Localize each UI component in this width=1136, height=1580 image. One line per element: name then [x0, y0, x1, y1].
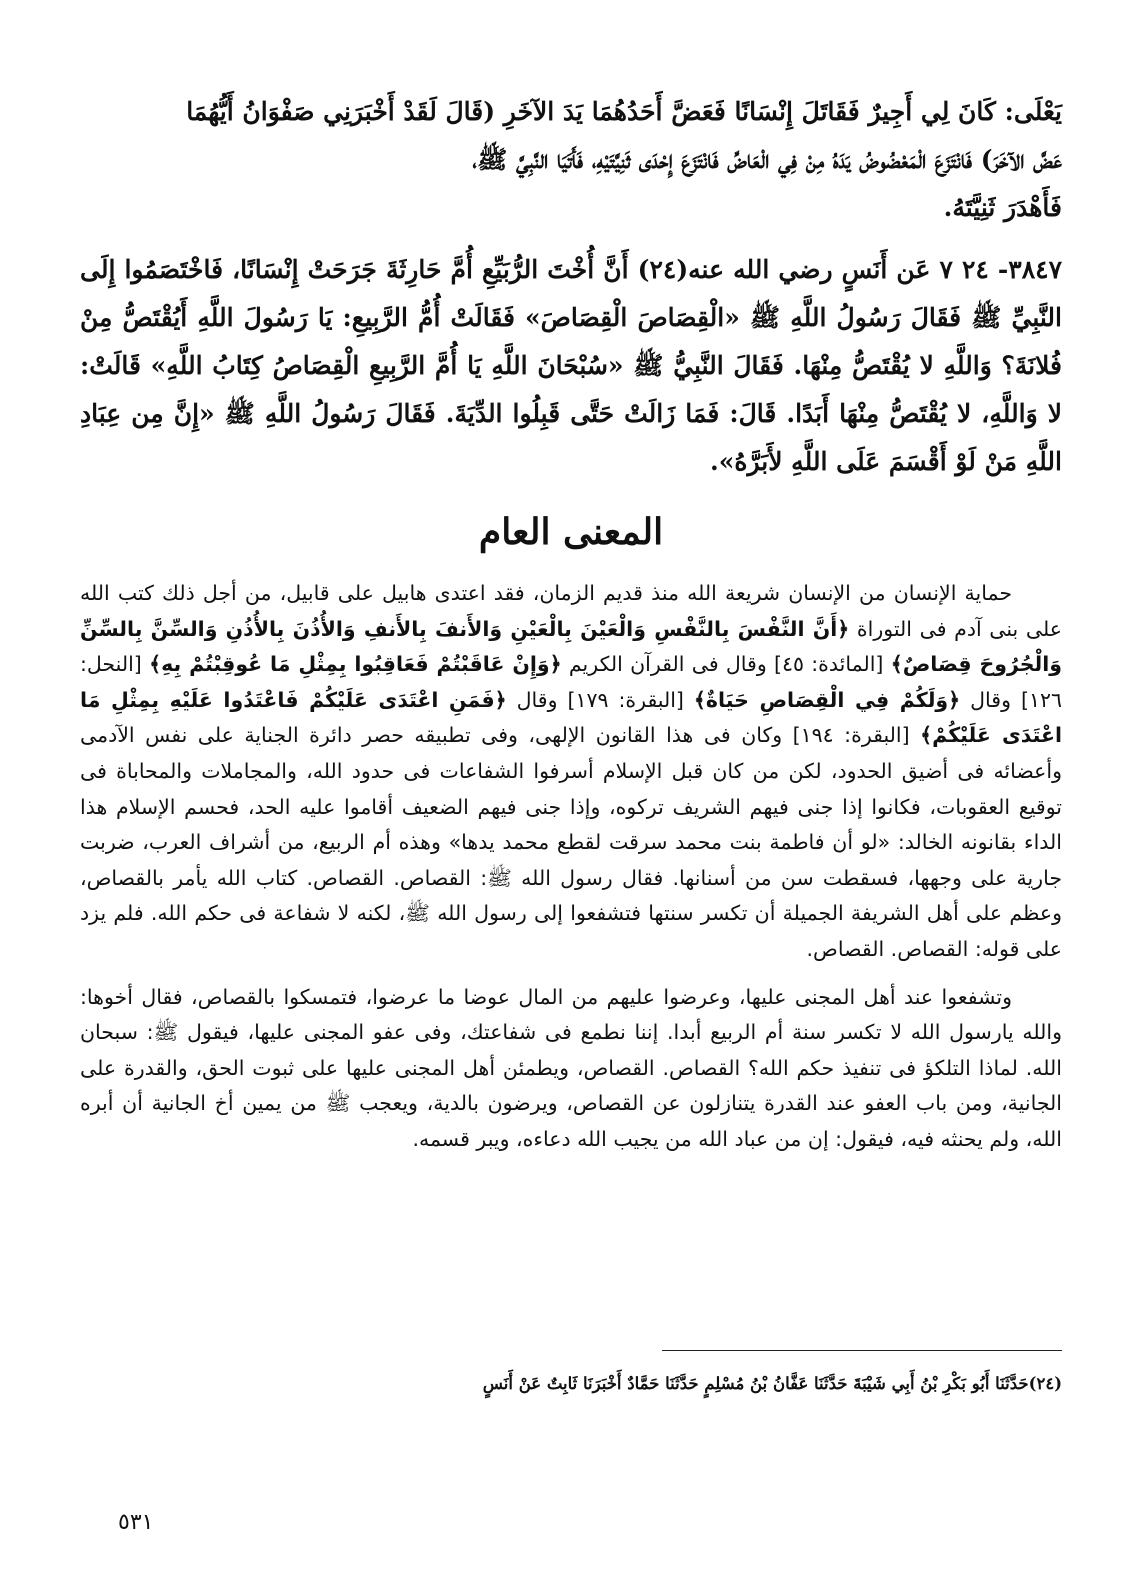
paragraph-text: [المائدة: ٤٥] وقال فى القرآن الكريم [561, 652, 891, 677]
footnote: (٢٤)حَدَّثَنَا أَبُو بَكْرِ بْنُ أَبِي شَيْبَةَ حَدَّثَنَا عَفَّانُ بْنُ مُسْلِمٍ حَدَّثَنَا حَمَّادٌ أَخْبَرَنَا ثَابِتٌ عَنْ أَنَسٍ [482, 1374, 1062, 1393]
quran-verse: ﴿فَمَنِ اعْتَدَى عَلَيْكُمْ فَاعْتَدُوا عَلَيْهِ بِمِثْلِ مَا اعْتَدَى عَلَيْكُمْ﴾ [80, 687, 1062, 748]
hadith-reference: ٢٤ ٧ [939, 255, 989, 284]
hadith-3847: ٣٨٤٧- ٢٤ ٧ عَن أَنَسٍ رضي الله عنه(٢٤) أَنَّ أُخْتَ الرُّبَيِّعِ أُمَّ حَارِثَةَ جَرَحَتْ إِنْسَانًا، فَاخْتَصَمُوا إِلَى النَّبِيِّ ﷺ فَقَالَ رَسُولُ اللَّهِ ﷺ «الْقِصَاصَ الْقِصَاصَ» فَقَالَتْ أُمُّ الرَّبِيعِ: يَا رَسُولَ اللَّهِ أَيُقْتَصُّ مِنْ فُلانَةَ؟ وَاللَّهِ لا يُقْتَصُّ مِنْهَا. فَقَالَ النَّبِيُّ ﷺ «سُبْحَانَ اللَّهِ يَا أُمَّ الرَّبِيعِ الْقِصَاصُ كِتَابُ اللَّهِ» قَالَتْ: لا وَاللَّهِ، لا يُقْتَصُّ مِنْهَا أَبَدًا. قَالَ: فَمَا زَالَتْ حَتَّى قَبِلُوا الدِّيَةَ. فَقَالَ رَسُولُ اللَّهِ ﷺ «إِنَّ مِن عِبَادِ اللَّهِ مَنْ لَوْ أَقْسَمَ عَلَى اللَّهِ لأَبَرَّهُ». [80, 255, 1062, 476]
hadith-line: يَعْلَى: كَانَ لِي أَجِيرٌ فَقَاتَلَ إِنْسَانًا فَعَضَّ أَحَدُهُمَا يَدَ الآخَرِ (قَالَ لَقَدْ أَخْبَرَنِي صَفْوَانُ أَيُّهُمَا [186, 97, 1062, 126]
page-number: ٥٣١ [118, 1510, 154, 1535]
paragraph-text: [البقرة: ١٩٤] وكان فى هذا القانون الإلهى، وفى تطبيقه حصر دائرة الجناية على نفس الآدمى وأعضائه فى أضيق الحدود، لكن من كان قبل الإسلام أسرفوا الشفاعات فى حدود الله، والمجاملات والمحاباة فى توقيع العقوبات، فكانوا إذا جنى فيهم الشريف تركوه، وإذا جنى فيهم الضعيف أقاموا عليه الحد، فحسم الإسلام هذا الداء بقانونه الخالد: «لو أن فاطمة بنت محمد سرقت لقطع محمد يدها» وهذه أم الربيع، من أشراف العرب، ضربت جارية على وجهها، فسقطت سن من أسنانها. فقال رسول الله ﷺ: القصاص. القصاص. كتاب الله يأمر بالقصاص، وعظم على أهل الشريفة الجميلة أن تكسر سنتها فتشفعوا إلى رسول الله ﷺ، لكنه لا شفاعة فى حكم الله. فلم يزد على قوله: القصاص. القصاص. [80, 723, 1062, 961]
footnote-divider [662, 1350, 1062, 1351]
paragraph-text: [البقرة: ١٧٩] وقال [506, 687, 694, 712]
quran-verse: ﴿وَإِنْ عَاقَبْتُمْ فَعَاقِبُوا بِمِثْلِ مَا عُوقِبْتُمْ بِهِ﴾ [149, 652, 562, 677]
paragraph-1 [80, 576, 1062, 968]
hadith-text: عَن أَنَسٍ رضي الله عنه(٢٤) أَنَّ أُخْتَ الرُّبَيِّعِ أُمَّ حَارِثَةَ جَرَحَتْ إِنْسَانًا، فَاخْتَصَمُوا إِلَى النَّبِيِّ ﷺ فَقَالَ رَسُولُ اللَّهِ ﷺ «الْقِصَاصَ الْقِصَاصَ» فَقَالَتْ أُمُّ الرَّبِيعِ: يَا رَسُولَ اللَّهِ أَيُقْتَصُّ مِنْ فُلانَةَ؟ وَاللَّهِ لا يُقْتَصُّ مِنْهَا. فَقَالَ النَّبِيُّ ﷺ «سُبْحَانَ اللَّهِ يَا أُمَّ الرَّبِيعِ الْقِصَاصُ كِتَابُ اللَّهِ» قَالَتْ: لا وَاللَّهِ، لا يُقْتَصُّ مِنْهَا أَبَدًا. قَالَ: فَمَا زَالَتْ حَتَّى قَبِلُوا الدِّيَةَ. فَقَالَ رَسُولُ اللَّهِ ﷺ «إِنَّ مِن عِبَادِ اللَّهِ مَنْ لَوْ أَقْسَمَ عَلَى اللَّهِ لأَبَرَّهُ». [80, 255, 1062, 476]
paragraph-text: حماية الإنسان من الإنسان شريعة الله منذ قديم الزمان، فقد اعتدى هابيل على قابيل، من أجل ذلك كتب الله على بنى آدم فى التوراة [80, 581, 1062, 641]
paragraph-text: [النحل: ١٢٦] وقال [80, 652, 1063, 712]
hadith-line: فَأَهْدَرَ ثَنِيَّتَهُ. [943, 193, 1062, 222]
hadith-number: ٣٨٤٧ [1008, 255, 1062, 284]
quran-verse: ﴿أَنَّ النَّفْسَ بِالنَّفْسِ وَالْعَيْنَ بِالْعَيْنِ وَالأَنفَ بِالأَنفِ وَالأُذُنَ بِالأُذُنِ وَالسِّنَّ بِالسِّنِّ وَالْجُرُوحَ قِصَاصٌ﴾ [80, 616, 1062, 677]
page-content [80, 88, 1062, 1158]
paragraph-2: وتشفعوا عند أهل المجنى عليها، وعرضوا عليهم من المال عوضا ما عرضوا، فتمسكوا بالقصاص، فقال أخوها: والله يارسول الله لا تكسر سنة أم الربيع أبدا. إننا نطمع فى شفاعتك، وفى عفو المجنى عليها، فيقول ﷺ: سبحان الله. لماذا التلكؤ فى تنفيذ حكم الله؟ القصاص. القصاص، ويطمئن أهل المجنى عليها على ثبوت الحق، والقدرة على الجانية، ومن باب العفو عند القدرة يتنازلون عن القصاص، ويرضون بالدية، ويعجب ﷺ من يمين أخ الجانية أن أبره الله، ولم يحنثه فيه، فيقول: إن من عباد الله من يجيب الله دعاءه، ويبر قسمه. [80, 984, 1062, 1151]
hadith-line: عَضَّ الآخَرَ) فَانْتَزَعَ الْمَعْضُوضُ يَدَهُ مِنْ فِي الْعَاضِّ فَانْتَزَعَ إِحْدَى ثَنِيَّتَيْهِ، فَأَتَيَا النَّبِيَّ ﷺ، [472, 145, 1062, 174]
section-title: المعنى العام [478, 511, 664, 553]
hadith-continuation [80, 88, 1062, 232]
quran-verse: ﴿وَلَكُمْ فِي الْقِصَاصِ حَيَاةٌ﴾ [693, 687, 961, 712]
